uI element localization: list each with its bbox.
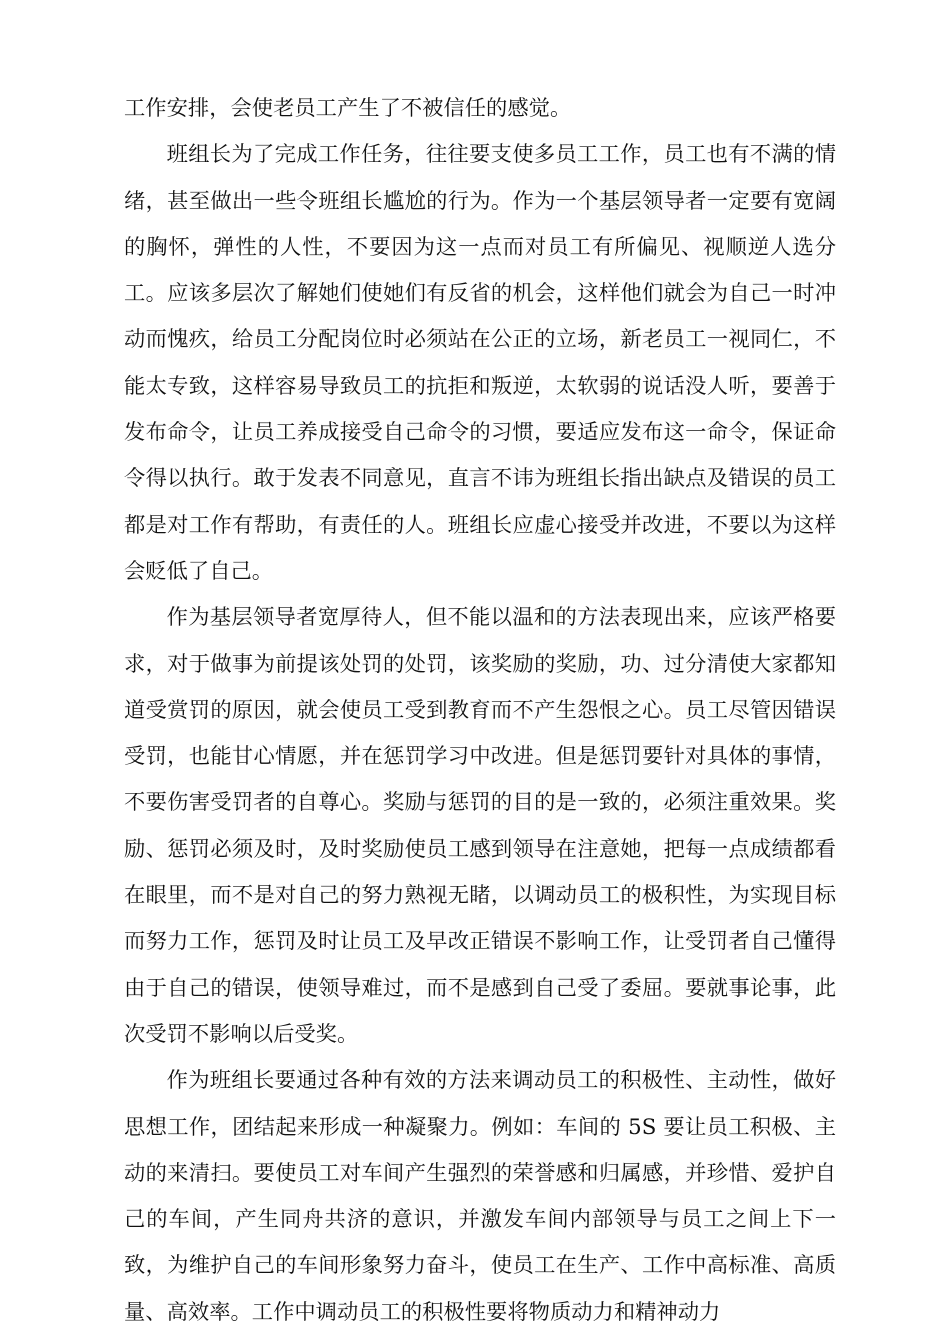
paragraph-2: 班组长为了完成工作任务，往往要支使多员工工作，员工也有不满的情绪，甚至做出一些令班组长尴尬的行为。作为一个基层领导者一定要有宽阔的胸怀，弹性的人性，不要因为这一点而对员工有所偏见、视顺逆人选分工。应该多层次了解她们使她们有反省的机会，这样他们就会为自己一时冲动而愧疚，给员工分配岗位时必须站在公正的立场，新老员工一视同仁，不能太专致，这样容易导致员工的抗拒和叛逆，太软弱的说话没人听，要善于发布命令，让员工养成接受自己命令的习惯，要适应发布这一命令，保证命令得以执行。敢于发表不同意见，直言不讳为班组长指出缺点及错误的员工都是对工作有帮助，有责任的人。班组长应虚心接受并改进，不要以为这样会贬低了自己。 [124, 142, 836, 584]
document-page [124, 86, 836, 1336]
paragraph-4: 作为班组长要通过各种有效的方法来调动员工的积极性、主动性，做好思想工作，团结起来形成一种凝聚力。例如：车间的 5S 要让员工积极、主动的来清扫。要使员工对车间产生强烈的荣誉感和归属感，并珍惜、爱护自己的车间，产生同舟共济的意识，并激发车间内部领导与员工之间上下一致，为维护自己的车间形象努力奋斗，使员工在生产、工作中高标准、高质量、高效率。工作中调动员工的积极性要将物质动力和精神动力 [124, 1068, 836, 1325]
paragraph-1: 工作安排，会使老员工产生了不被信任的感觉。 [124, 96, 572, 121]
paragraph-3: 作为基层领导者宽厚待人，但不能以温和的方法表现出来，应该严格要求，对于做事为前提该处罚的处罚，该奖励的奖励，功、过分清使大家都知道受赏罚的原因，就会使员工受到教育而不产生怨恨之心。员工尽管因错误受罚，也能甘心情愿，并在惩罚学习中改进。但是惩罚要针对具体的事情，不要伤害受罚者的自尊心。奖励与惩罚的目的是一致的，必须注重效果。奖励、惩罚必须及时，及时奖励使员工感到领导在注意她，把每一点成绩都看在眼里，而不是对自己的努力熟视无睹，以调动员工的极积性，为实现目标而努力工作，惩罚及时让员工及早改正错误不影响工作，让受罚者自己懂得由于自己的错误，使领导难过，而不是感到自己受了委屈。要就事论事，此次受罚不影响以后受奖。 [124, 605, 836, 1047]
